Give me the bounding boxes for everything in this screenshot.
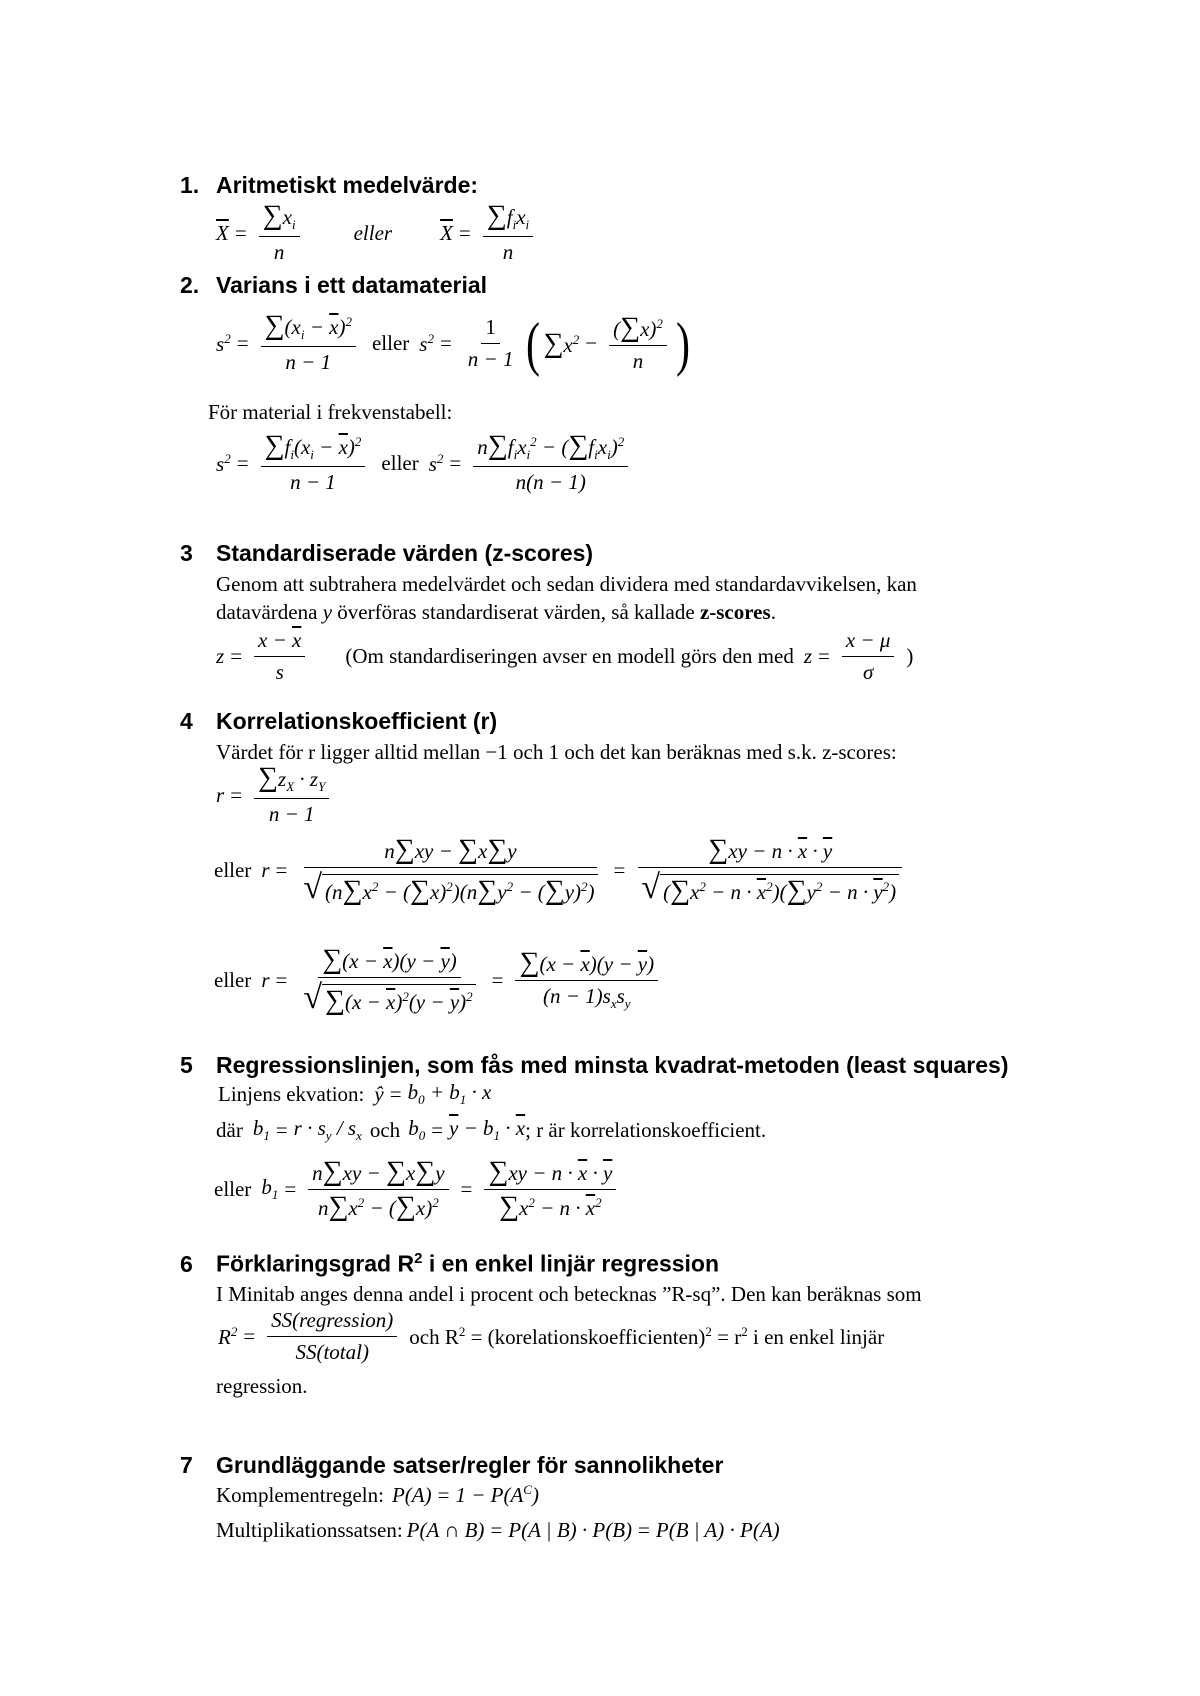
section-1-heading: [180, 172, 478, 199]
s6-regression-word: regression.: [216, 1374, 308, 1398]
s5-linjens: Linjens ekvation:: [218, 1081, 365, 1106]
formula-regression-line: Linjens ekvation: ŷ = $b_0 + b_1 \cdot x$: [218, 1080, 492, 1108]
s7-komp: Komplementregeln:: [216, 1482, 384, 1507]
formula-r-squared: $R^2$ = $\frac{\text{SS(regression)}}{\text{SS(total)}}$ och $R^2$ = (korelationskoefficienten)$^2$ = $r^2$ i en enkel linjär: [218, 1308, 885, 1364]
eller-word: eller: [214, 858, 252, 882]
section-6-heading: [180, 1250, 719, 1278]
eller-italic: eller: [353, 221, 393, 246]
formula-r-sums: eller r = n∑xy − ∑x∑y √ $(n\sum x^2 - (\sum x)^2)(n\sum y^2 - (\sum y)^2)$ = $\sum xy - n \cdot \overline{x} \cdot \overline{y}$ √ $(\sum x^2 - n \cdot \overline{x}^2)(\sum y^2 - n \cdot \overline{y}^2)$: [214, 836, 909, 905]
section-number: 6: [180, 1250, 193, 1277]
section-2-heading: [180, 272, 487, 299]
text-run: = r: [711, 1324, 742, 1349]
formula-b1: där $b_1$ = $r \cdot s_y / s_x$ och $b_0$ = $\overline{y} - b_1 \cdot \overline{x}$ ; r är korrelationskoefficient.: [216, 1116, 767, 1144]
text-run: z-scores: [699, 600, 771, 624]
text-run: och R: [409, 1324, 459, 1349]
text-run: = (korelationskoefficienten): [465, 1324, 706, 1349]
section-title: Varians i ett datamaterial: [216, 272, 488, 298]
s7-mult: Multiplikationssatsen:: [216, 1518, 403, 1542]
s3-line2: [216, 600, 776, 625]
formula-zscore: z = $\frac{x - \overline{x}}{s}$ (Om standardiseringen avser en modell görs den med z = $\frac{x - \mu}{\sigma}$ ): [216, 628, 914, 684]
formula-b1-sums: eller $b_1$ = $\frac{n\sum xy - \sum x\sum y}{n\sum x^2 - (\sum x)^2}$ = $\frac{\sum xy - n \cdot \overline{x} \cdot \overline{y}}{\sum x^2 - n \cdot \overline{x}^2}$: [214, 1158, 622, 1221]
formula-variance: $s^2$ = $\frac{\sum(x_i - \overline{x})^2}{n - 1}$ eller $s^2$ = $\frac{1}{n - 1}$ ( $\sum x^2$ − $\frac{(\sum x)^2}{n}$ ): [216, 310, 690, 377]
section-title: Regressionslinjen, som fås med minsta kvadrat-metoden (least squares): [216, 1052, 1009, 1078]
section-title: Aritmetiskt medelvärde:: [216, 172, 479, 198]
text-run: överföras standardiserat värden, så kallade: [332, 600, 700, 624]
formula-multiplication: Multiplikationssatsen: P(A ∩ B) = P(A | B) · P(B) = P(B | A) · P(A): [216, 1518, 780, 1542]
formula-complement: Komplementregeln: P(A) = $1 - P(A^C)$: [216, 1482, 539, 1507]
text-run: y: [322, 600, 333, 624]
s4-line1: Värdet för r ligger alltid mellan −1 och 1 och det kan beräknas med s.k. z-scores:: [216, 740, 897, 764]
eller-word: eller: [381, 451, 419, 476]
s3-line1: Genom att subtrahera medelvärdet och sedan dividera med standardavvikelsen, kan: [216, 572, 917, 596]
section-title: Grundläggande satser/regler för sannolikheter: [216, 1452, 724, 1478]
text-run: i en enkel linjär: [747, 1324, 885, 1349]
s6-line1: I Minitab anges denna andel i procent och betecknas ”R-sq”. Den kan beräknas som: [216, 1282, 922, 1306]
section-number: 3: [180, 540, 193, 566]
section-title: Korrelationskoefficient (r): [216, 708, 498, 734]
section-number: 2.: [180, 272, 200, 298]
text-run: .: [770, 600, 776, 624]
s5-tail: ; r är korrelationskoefficient.: [525, 1117, 767, 1142]
section-title: Standardiserade värden (z-scores): [216, 540, 594, 566]
text-run: datavärdena: [216, 600, 323, 624]
section-5-heading: [180, 1052, 1008, 1079]
freq-table-label: För material i frekvenstabell:: [208, 400, 453, 424]
section-4-heading: [180, 708, 497, 735]
s5-och: och: [369, 1117, 401, 1142]
s5-dar: där: [216, 1117, 243, 1142]
formula-r-deviations: eller r = $\sum(x - \overline{x})(y - \overline{y})$ √ $\sum(x - \overline{x})^2(y - \overline{y})^2$ = $\frac{\sum(x - \overline{x})(y - \overline{y})}{(n - 1)s_xs_y}$: [214, 946, 664, 1015]
text-run: 2: [414, 1250, 423, 1267]
formula-r-zscores: r = $\frac{\sum z_X \cdot z_Y}{n - 1}$: [216, 764, 335, 827]
eller-word: eller: [214, 968, 252, 992]
formula-mean: $\overline{X}$ = $\frac{\sum x_i}{n}$ eller $\overline{X}$ = $\frac{\sum f_ix_i}{n}$: [216, 202, 539, 265]
eller-word: eller: [371, 331, 410, 356]
formula-variance-freq: $s^2$ = $\frac{\sum f_i(x_i - \overline{x})^2}{n - 1}$ eller $s^2$ = $\frac{n\sum f_ix_i^2 - (\sum f_ix_i)^2}{n(n - 1)}$: [216, 432, 634, 495]
section-3-heading: [180, 540, 593, 567]
text-run: i en enkel linjär regression: [422, 1250, 720, 1277]
section-number: 4: [180, 708, 193, 734]
s3-model-text: (Om standardiseringen avser en modell görs den med: [345, 644, 794, 668]
section-title: [216, 1250, 719, 1278]
s3-model-close: ): [906, 644, 914, 668]
section-number: 5: [180, 1052, 193, 1078]
section-7-heading: [180, 1452, 723, 1479]
section-number: 7: [180, 1452, 193, 1478]
eller-word: eller: [214, 1177, 252, 1201]
section-number: 1.: [180, 172, 200, 198]
text-run: Förklaringsgrad R: [216, 1250, 415, 1277]
